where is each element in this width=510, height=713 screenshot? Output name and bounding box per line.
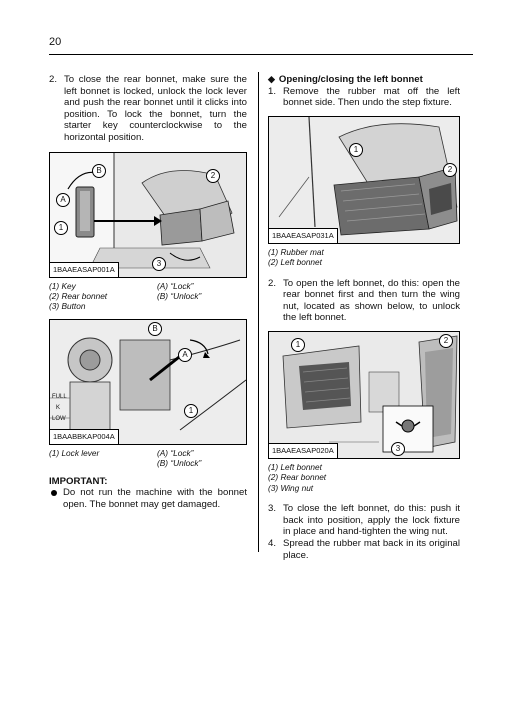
callout-a: A	[178, 348, 192, 362]
left-step-2	[49, 74, 247, 144]
step-text: To close the rear bonnet, make sure the left bonnet is locked, unlock the lock lever and push the rear bonnet until it clicks into position. To lock the bonnet, turn the starter key counterclockwise to the horizontal position.	[64, 74, 247, 143]
header-rule	[49, 54, 473, 55]
important-note	[49, 487, 247, 510]
callout-b: B	[148, 322, 162, 336]
caption: (3) Wing nut	[268, 482, 314, 493]
callout-1: 1	[54, 221, 68, 235]
step-text: Remove the rubber mat off the left bonnet side. Then undo the step fixture.	[283, 85, 460, 109]
caption: (A) “Lock”	[157, 447, 194, 458]
right-step-1	[268, 86, 460, 109]
caption: (2) Rear bonnet	[49, 290, 108, 301]
figure-code: 1BAAEASAP031A	[269, 228, 338, 243]
caption	[157, 301, 247, 311]
callout-b: B	[92, 164, 106, 178]
caption: (2) Rear bonnet	[268, 472, 327, 483]
step-number: 2.	[49, 74, 58, 85]
caption: (B) “Unlock”	[157, 458, 202, 469]
right-step-3	[268, 503, 460, 538]
heading-text: Opening/closing the left bonnet	[278, 74, 423, 85]
callout-2: 2	[206, 169, 220, 183]
figure-rubber-mat	[268, 116, 460, 244]
right-step-4	[268, 538, 460, 561]
gauge-label-low: LOW	[52, 415, 66, 422]
right-column	[268, 74, 460, 561]
caption: (1) Lock lever	[49, 447, 100, 458]
important-heading: IMPORTANT:	[49, 475, 108, 487]
section-heading	[268, 74, 460, 86]
caption: (B) “Unlock”	[157, 290, 202, 301]
gauge-label-full: FULL	[52, 393, 67, 400]
important-text: Do not run the machine with the bonnet open. The bonnet may get damaged.	[63, 487, 247, 510]
figure-code: 1BAAEASAP001A	[50, 262, 119, 277]
step-text: Spread the rubber mat back in its original place.	[283, 537, 460, 561]
caption: (3) Button	[49, 301, 86, 312]
step-text: To open the left bonnet, do this: open the rear bonnet first and then turn the wing nut, located as shown below, to unlock the left bonnet.	[283, 277, 460, 324]
step-text: To close the left bonnet, do this: push it back into position, apply the lock fixture in place and hand-tighten the wing nut.	[283, 503, 460, 538]
callout-3: 3	[391, 442, 405, 456]
figure-lock-lever	[49, 319, 247, 445]
figure-key-rear-bonnet	[49, 152, 247, 278]
column-divider	[258, 72, 259, 552]
step-number: 2.	[268, 277, 277, 289]
figure3-captions	[268, 247, 460, 268]
illustration-rubber-mat	[269, 117, 459, 243]
caption: (1) Rubber mat	[268, 246, 324, 257]
caption: (1) Key	[49, 280, 76, 291]
callout-2: 2	[439, 334, 453, 348]
gauge-label-k: K	[56, 404, 61, 411]
caption	[49, 458, 157, 468]
callout-1: 1	[291, 338, 305, 352]
step-number: 4.	[268, 537, 277, 549]
left-column	[49, 74, 247, 510]
step-number: 1.	[268, 85, 277, 97]
bullet-icon	[51, 490, 57, 496]
right-step-2	[268, 278, 460, 324]
figure1-captions	[49, 281, 247, 312]
caption: (2) Left bonnet	[268, 257, 322, 268]
callout-2: 2	[443, 163, 457, 177]
figure-wing-nut	[268, 331, 460, 459]
figure-code: 1BAABBKAP004A	[50, 429, 119, 444]
illustration-lock-lever	[50, 320, 246, 444]
caption: (A) “Lock”	[157, 280, 194, 291]
diamond-icon: ◆	[268, 74, 275, 84]
caption: (1) Left bonnet	[268, 461, 322, 472]
figure4-captions	[268, 462, 460, 493]
callout-1: 1	[349, 143, 363, 157]
step-number: 3.	[268, 503, 277, 515]
figure2-captions	[49, 448, 247, 469]
callout-a: A	[56, 193, 70, 207]
callout-3: 3	[152, 257, 166, 271]
page-number: 20	[49, 36, 62, 48]
figure-code: 1BAAEASAP020A	[269, 443, 338, 458]
callout-1: 1	[184, 404, 198, 418]
